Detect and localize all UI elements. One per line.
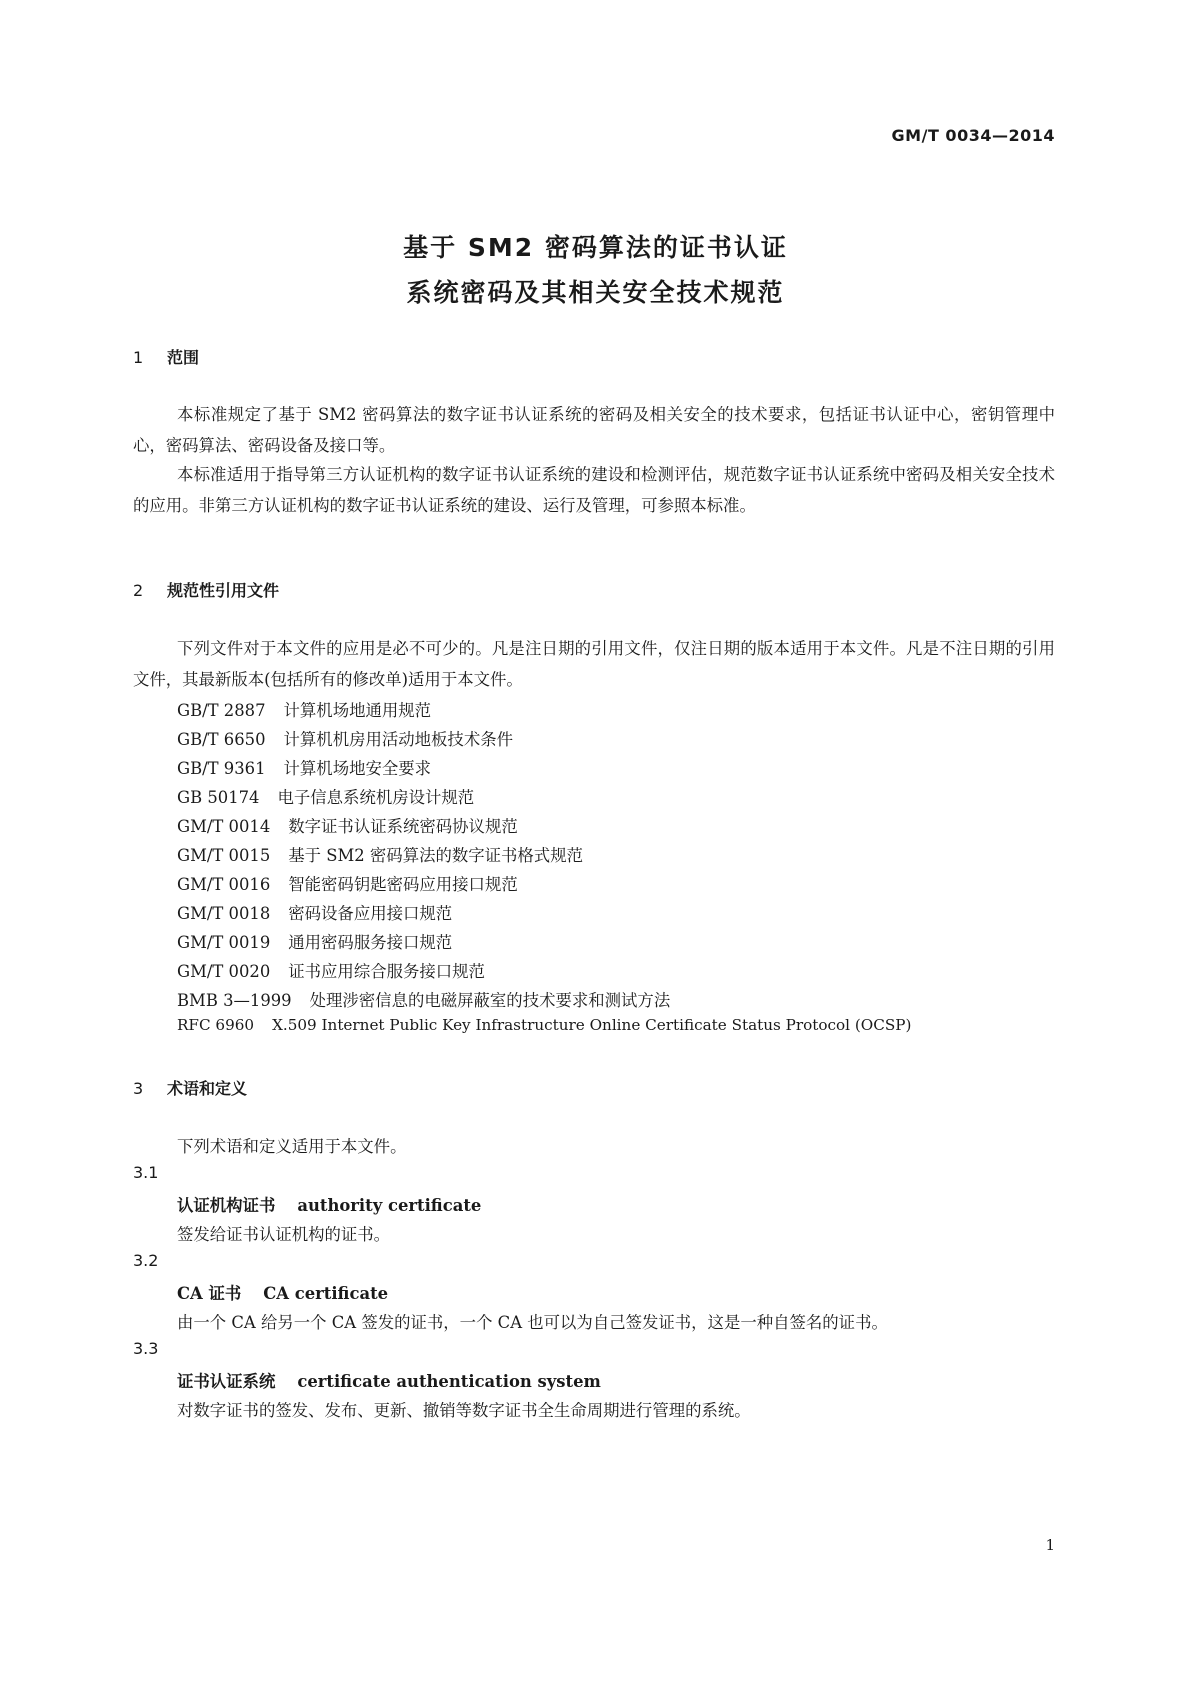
scope-paragraph-2: 本标准适用于指导第三方认证机构的数字证书认证系统的建设和检测评估，规范数字证书认证系统中密码及相关安全技术的应用。非第三方认证机构的数字证书认证系统的建设、运行及管理，可参照本标准。 [133,465,1055,515]
term-definition: 签发给证书认证机构的证书。 [177,1225,391,1244]
terms-intro: 下列术语和定义适用于本文件。 [177,1137,407,1156]
reference-code: GM/T 0019 [177,933,271,952]
term-heading [177,1192,481,1216]
document-title-line-2: 系统密码及其相关安全技术规范 [406,278,785,307]
normative-intro-paragraph: 下列文件对于本文件的应用是必不可少的。凡是注日期的引用文件，仅注日期的版本适用于本文件。凡是不注日期的引用文件，其最新版本(包括所有的修改单)适用于本文件。 [133,639,1055,689]
term-heading [177,1368,601,1392]
reference-item [177,813,518,837]
reference-item [177,929,452,953]
term-definition: 对数字证书的签发、发布、更新、撤销等数字证书全生命周期进行管理的系统。 [177,1401,751,1420]
reference-item [177,1016,911,1034]
reference-title: 数字证书认证系统密码协议规范 [288,817,518,836]
term-zh: 认证机构证书 [177,1196,276,1215]
section-number: 1 [133,348,144,367]
reference-title: X.509 Internet Public Key Infrastructure Online Certificate Status Protocol (OCSP) [272,1016,912,1034]
reference-item [177,726,513,750]
reference-item [177,900,452,924]
reference-code: GM/T 0014 [177,817,271,836]
reference-code: GM/T 0020 [177,962,271,981]
reference-code: GB/T 2887 [177,701,266,720]
reference-code: GB/T 9361 [177,759,266,778]
document-title-line-1: 基于 SM2 密码算法的证书认证 [403,233,788,262]
term-en: authority certificate [297,1196,482,1215]
reference-item [177,958,485,982]
section-heading-terms-definitions [133,1076,247,1099]
reference-title: 通用密码服务接口规范 [288,933,453,952]
reference-title: 计算机机房用活动地板技术条件 [283,730,513,749]
section-number: 3 [133,1079,144,1098]
reference-item [177,697,431,721]
term-number: 3.2 [133,1251,159,1270]
reference-title: 计算机场地通用规范 [283,701,432,720]
term-en: certificate authentication system [297,1372,601,1391]
reference-code: RFC 6960 [177,1016,255,1034]
term-number: 3.1 [133,1163,159,1182]
reference-code: GB/T 6650 [177,730,266,749]
section-title: 规范性引用文件 [167,581,280,600]
reference-item [177,755,431,779]
reference-code: GM/T 0018 [177,904,271,923]
term-zh: CA 证书 [177,1284,242,1303]
reference-title: 证书应用综合服务接口规范 [288,962,485,981]
section-number: 2 [133,581,144,600]
term-heading [177,1280,388,1304]
reference-item [177,842,583,866]
section-title: 范围 [167,348,200,367]
reference-item [177,871,518,895]
reference-item [177,987,670,1011]
term-number: 3.3 [133,1339,159,1358]
term-definition: 由一个 CA 给另一个 CA 签发的证书，一个 CA 也可以为自己签发证书，这是一种自签名的证书。 [177,1313,888,1332]
reference-title: 电子信息系统机房设计规范 [277,788,475,807]
reference-title: 处理涉密信息的电磁屏蔽室的技术要求和测试方法 [309,991,671,1010]
term-en: CA certificate [263,1284,389,1303]
reference-title: 智能密码钥匙密码应用接口规范 [288,875,518,894]
section-heading-scope [133,345,199,368]
section-title: 术语和定义 [167,1079,248,1098]
reference-code: BMB 3—1999 [177,991,292,1010]
reference-code: GB 50174 [177,788,260,807]
reference-code: GM/T 0016 [177,875,271,894]
term-zh: 证书认证系统 [177,1372,276,1391]
document-code: GM/T 0034—2014 [891,126,1055,145]
reference-code: GM/T 0015 [177,846,271,865]
page-number: 1 [1045,1536,1055,1554]
reference-title: 密码设备应用接口规范 [288,904,453,923]
scope-paragraph-1: 本标准规定了基于 SM2 密码算法的数字证书认证系统的密码及相关安全的技术要求，包括证书认证中心，密钥管理中心，密码算法、密码设备及接口等。 [133,405,1055,455]
reference-title: 基于 SM2 密码算法的数字证书格式规范 [288,846,583,865]
reference-title: 计算机场地安全要求 [283,759,432,778]
reference-item [177,784,474,808]
section-heading-normative-references [133,578,279,601]
